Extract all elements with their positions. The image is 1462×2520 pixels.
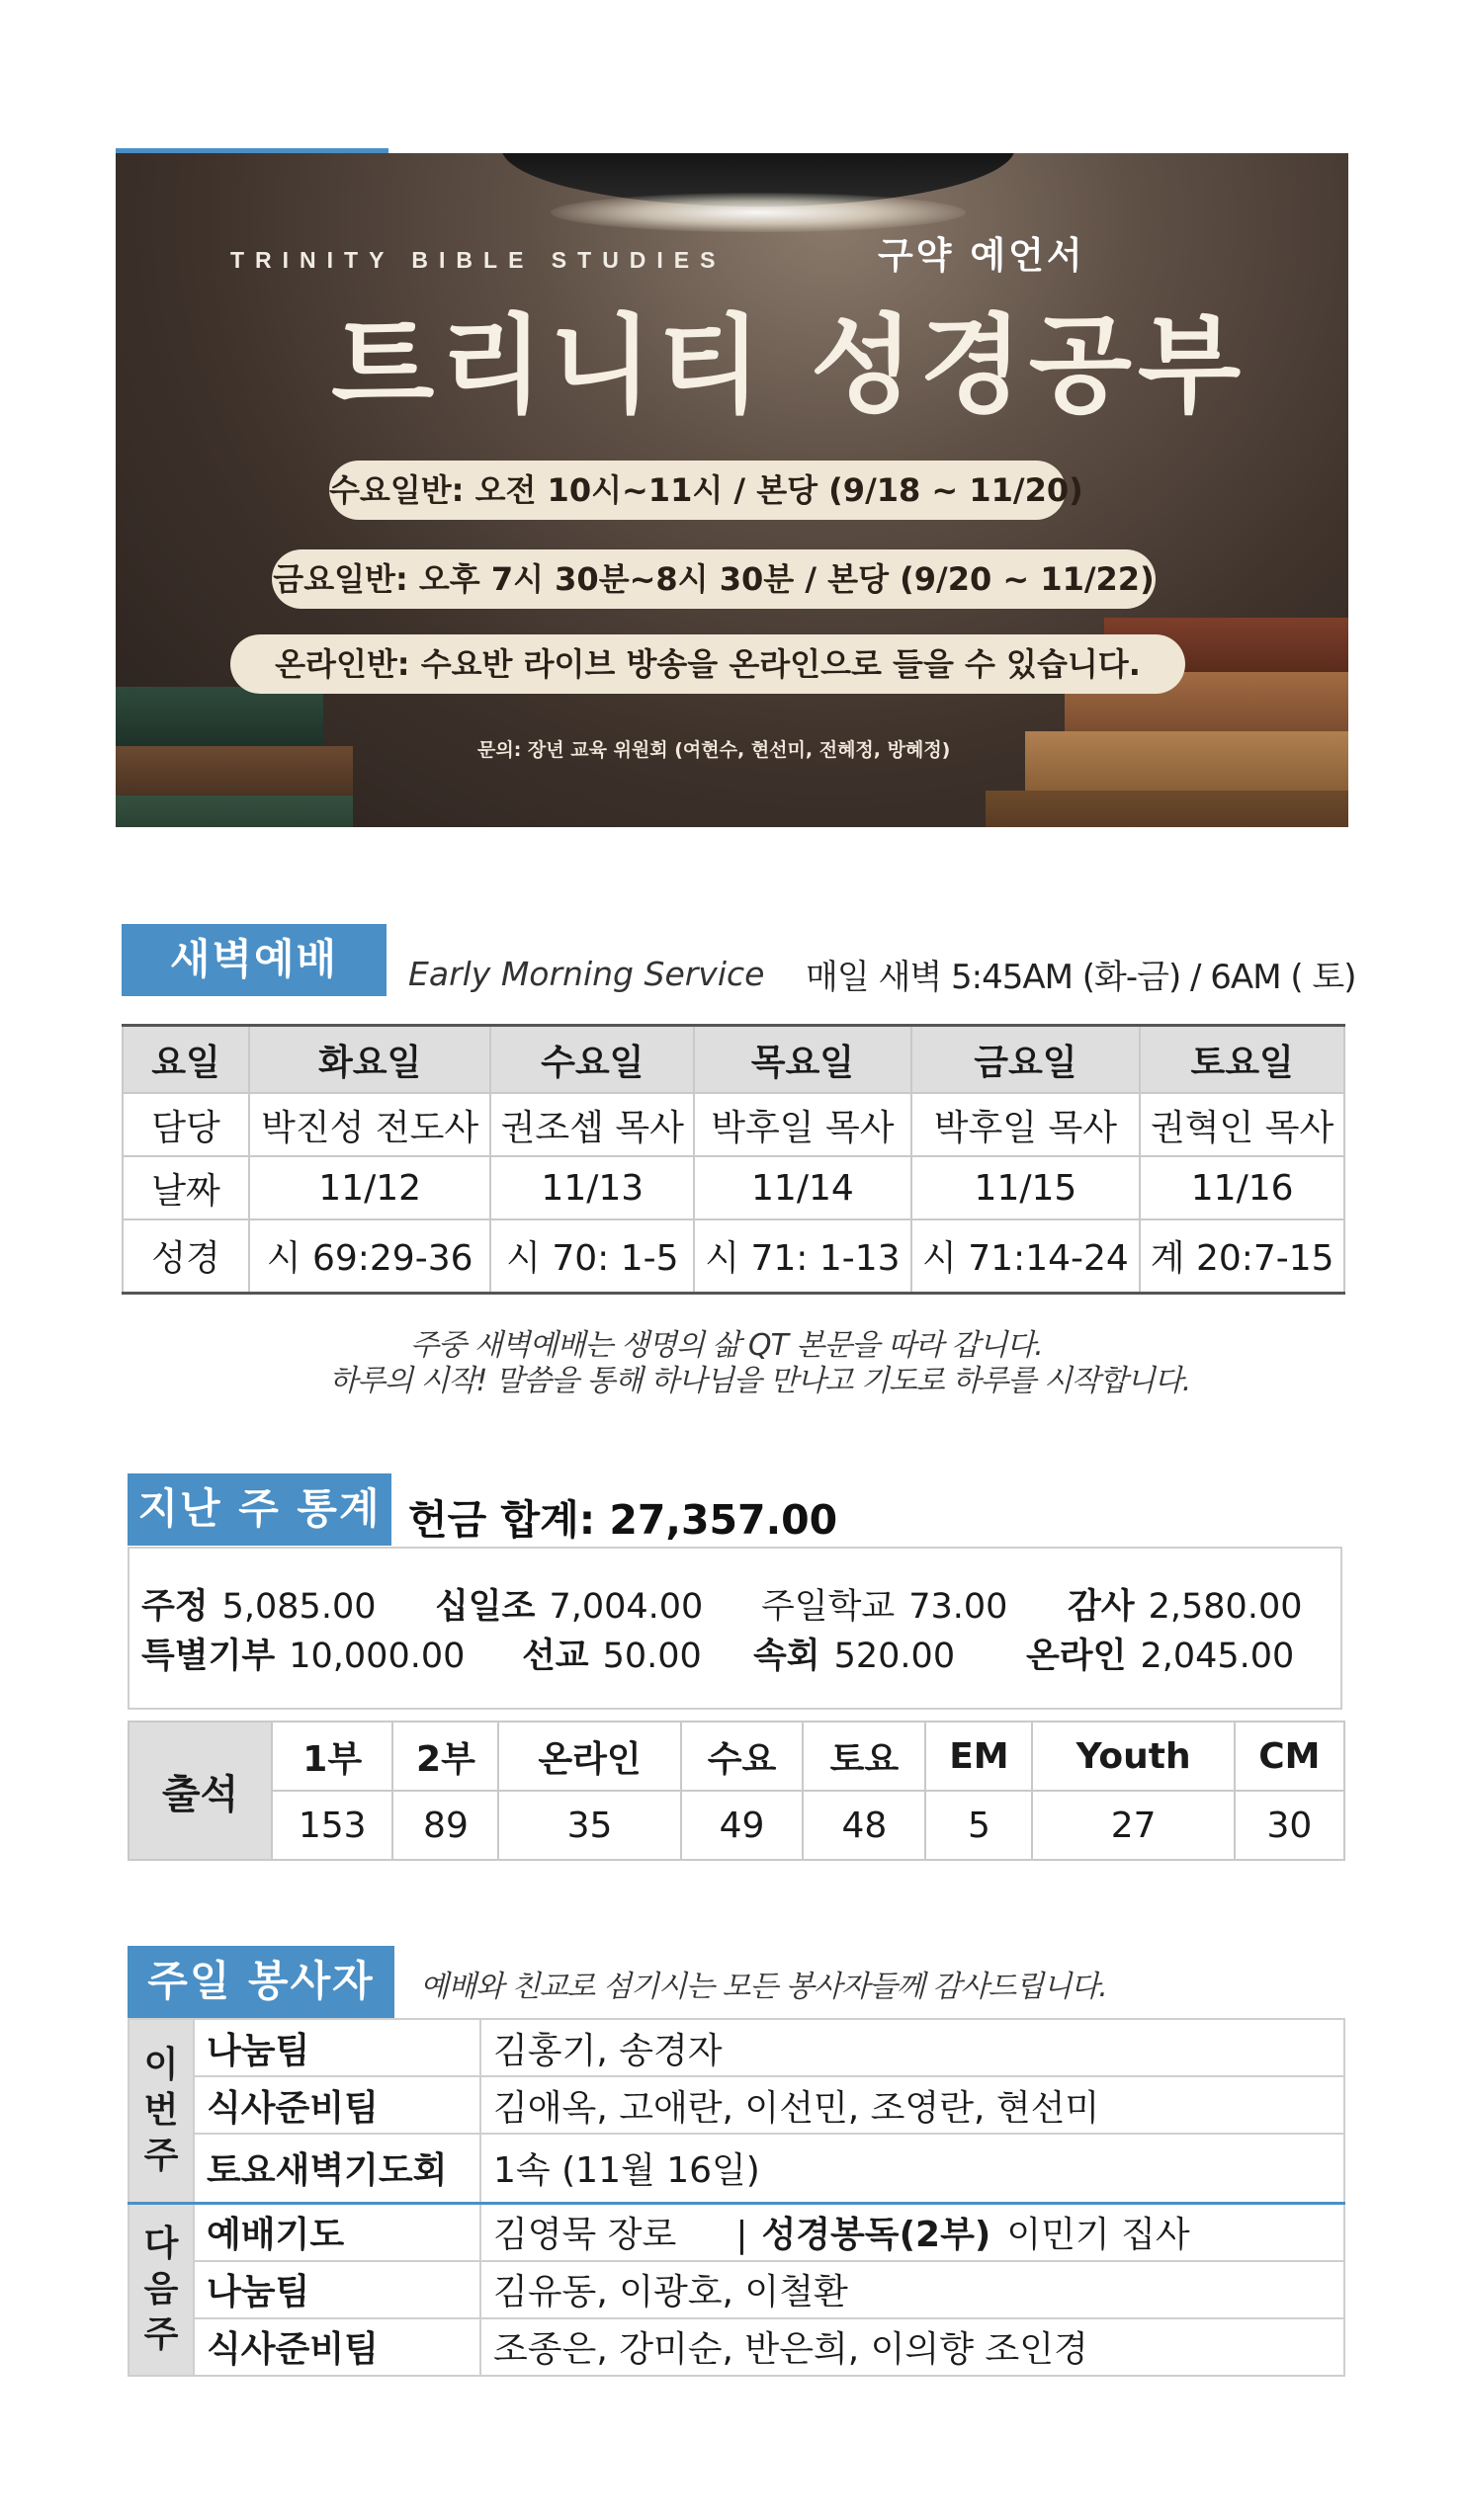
- attendance-table: [128, 1721, 1345, 1861]
- attendance-header: Youth: [1032, 1722, 1234, 1791]
- table-cell: 권혁인 목사: [1140, 1093, 1344, 1156]
- offering-item: 특별기부 10,000.00: [141, 1637, 466, 1676]
- row-label: 담당: [123, 1093, 249, 1156]
- attendance-header: 수요: [681, 1722, 804, 1791]
- attendance-value-row: [129, 1791, 1344, 1860]
- attendance-value: 35: [498, 1791, 680, 1860]
- class-wednesday: 수요일반: 오전 10시~11시 / 본당 (9/18 ~ 11/20): [329, 461, 1066, 520]
- volunteer-role: 나눔팀: [194, 2261, 480, 2318]
- offering-item: 선교 50.00: [522, 1637, 702, 1676]
- banner-title: 트리니티 성경공부: [331, 304, 1247, 428]
- attendance-value: 30: [1235, 1791, 1344, 1860]
- offering-item: 온라인 2,045.00: [1026, 1637, 1295, 1676]
- header-cell: 토요일: [1140, 1026, 1344, 1094]
- attendance-header: 2부: [392, 1722, 498, 1791]
- table-cell: 계 20:7-15: [1140, 1219, 1344, 1293]
- table-cell: 시 71: 1-13: [694, 1219, 910, 1293]
- volunteer-role: 식사준비팀: [194, 2076, 480, 2134]
- header-cell: 화요일: [249, 1026, 490, 1094]
- attendance-header: 1부: [272, 1722, 392, 1791]
- row-label: 성경: [123, 1219, 249, 1293]
- stats-heading: 지난 주 통계: [128, 1473, 391, 1545]
- table-cell: 11/13: [490, 1156, 694, 1219]
- offering-item: 속회 520.00: [753, 1637, 956, 1676]
- table-cell: 박후일 목사: [911, 1093, 1141, 1156]
- row-label: 날짜: [123, 1156, 249, 1219]
- offering-item: 주일학교 73.00: [761, 1587, 1008, 1627]
- attendance-label: 출석: [129, 1722, 272, 1860]
- header-cell: 목요일: [694, 1026, 910, 1094]
- table-cell: 시 69:29-36: [249, 1219, 490, 1293]
- header-cell: 금요일: [911, 1026, 1141, 1094]
- volunteer-names-cell: 김영묵 장로 | 성경봉독(2부) 이민기 집사: [480, 2203, 1344, 2261]
- offering-total: 헌금 합계: 27,357.00: [408, 1496, 838, 1544]
- attendance-value: 48: [803, 1791, 925, 1860]
- banner-english-title: TRINITY BIBLE STUDIES: [230, 247, 727, 273]
- table-cell: 11/15: [911, 1156, 1141, 1219]
- header-cell: 수요일: [490, 1026, 694, 1094]
- attendance-header: EM: [925, 1722, 1032, 1791]
- volunteer-names: 김애옥, 고애란, 이선민, 조영란, 현선미: [480, 2076, 1344, 2134]
- attendance-value: 5: [925, 1791, 1032, 1860]
- table-cell: 11/12: [249, 1156, 490, 1219]
- table-cell: 11/16: [1140, 1156, 1344, 1219]
- table-cell: 권조셉 목사: [490, 1093, 694, 1156]
- attendance-value: 89: [392, 1791, 498, 1860]
- table-row: [123, 1219, 1344, 1293]
- attendance-value: 49: [681, 1791, 804, 1860]
- header-cell: 요일: [123, 1026, 249, 1094]
- table-cell: 시 71:14-24: [911, 1219, 1141, 1293]
- class-online: 온라인반: 수요반 라이브 방송을 온라인으로 들을 수 있습니다.: [230, 634, 1185, 694]
- heading-underline: [128, 1544, 391, 1546]
- morning-service-time: 매일 새벽 5:45AM (화-금) / 6AM ( 토): [806, 958, 1356, 997]
- table-row: [129, 2318, 1344, 2376]
- attendance-value: 27: [1032, 1791, 1234, 1860]
- banner-contact: 문의: 장년 교육 위원회 (여현수, 현선미, 전혜정, 방혜정): [477, 739, 951, 761]
- morning-schedule-table: [122, 1024, 1345, 1295]
- attendance-header: 온라인: [498, 1722, 680, 1791]
- scripture-reading-label: 성경봉독(2부): [761, 2215, 991, 2255]
- morning-note-2: 하루의 시작! 말씀을 통해 하나님을 만나고 기도로 하루를 시작합니다.: [329, 1364, 1191, 1398]
- table-cell: 11/14: [694, 1156, 910, 1219]
- morning-service-heading: 새벽예배: [122, 924, 387, 995]
- table-row: [129, 2019, 1344, 2076]
- volunteer-names: 김유동, 이광호, 이철환: [480, 2261, 1344, 2318]
- morning-note-1: 주중 새벽예배는 생명의 삶 QT 본문을 따라 갑니다.: [410, 1328, 1043, 1363]
- volunteers-note: 예배와 친교로 섬기시는 모든 봉사자들께 감사드립니다.: [420, 1970, 1107, 2004]
- attendance-header-row: [129, 1722, 1344, 1791]
- table-row: [129, 2203, 1344, 2261]
- volunteer-role: 식사준비팀: [194, 2318, 480, 2376]
- heading-underline: [122, 994, 387, 996]
- class-friday: 금요일반: 오후 7시 30분~8시 30분 / 본당 (9/20 ~ 11/22): [272, 549, 1156, 609]
- table-cell: 박후일 목사: [694, 1093, 910, 1156]
- volunteers-heading: 주일 봉사자: [128, 1946, 394, 2017]
- volunteer-role: 토요새벽기도회: [194, 2134, 480, 2203]
- offering-item: 주정 5,085.00: [141, 1587, 377, 1627]
- table-header-row: [123, 1026, 1344, 1094]
- attendance-header: 토요: [803, 1722, 925, 1791]
- attendance-value: 153: [272, 1791, 392, 1860]
- banner-subtitle: 구약 예언서: [878, 234, 1085, 277]
- next-week-label: 다 음 주: [129, 2203, 194, 2376]
- table-row: [129, 2134, 1344, 2203]
- table-row: [129, 2261, 1344, 2318]
- morning-service-english: Early Morning Service: [408, 955, 765, 993]
- table-row: [129, 2076, 1344, 2134]
- attendance-header: CM: [1235, 1722, 1344, 1791]
- volunteer-names: 1속 (11월 16일): [480, 2134, 1344, 2203]
- offering-item: 감사 2,580.00: [1068, 1587, 1303, 1627]
- offering-item: 십일조 7,004.00: [435, 1587, 704, 1627]
- table-cell: 시 70: 1-5: [490, 1219, 694, 1293]
- volunteer-role: 나눔팀: [194, 2019, 480, 2076]
- this-week-label: 이 번 주: [129, 2019, 194, 2203]
- table-cell: 박진성 전도사: [249, 1093, 490, 1156]
- volunteers-table: [128, 2018, 1345, 2377]
- table-row: [123, 1093, 1344, 1156]
- scripture-reader: 이민기 집사: [1006, 2215, 1190, 2255]
- table-row: [123, 1156, 1344, 1219]
- volunteer-names: 조종은, 강미순, 반은희, 이의향 조인경: [480, 2318, 1344, 2376]
- volunteer-names: 김홍기, 송경자: [480, 2019, 1344, 2076]
- volunteer-role: 예배기도: [194, 2203, 480, 2261]
